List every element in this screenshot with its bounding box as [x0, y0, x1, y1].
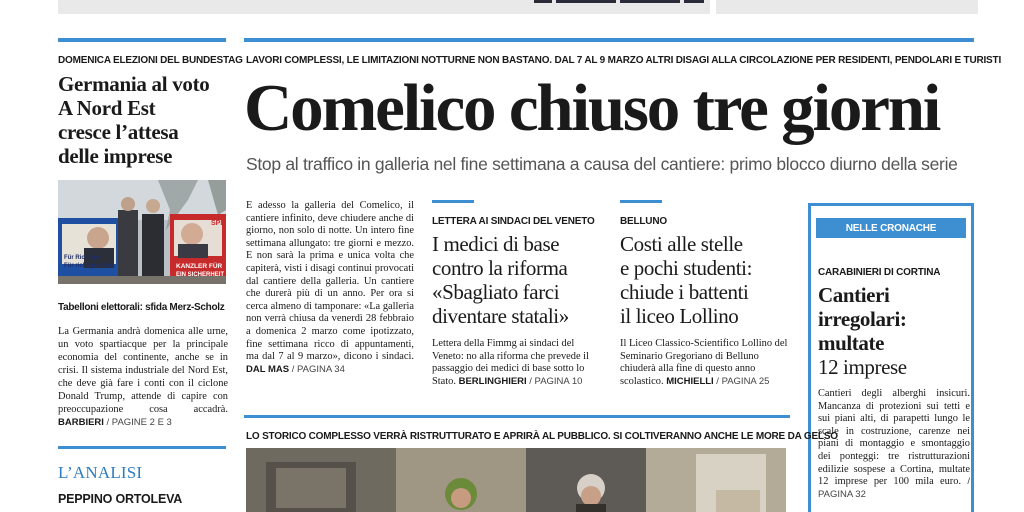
- col3-headline-line: il liceo Lollino: [620, 304, 739, 328]
- right-headline-line: irregolari:: [818, 307, 907, 331]
- main-body-text: E adesso la galleria del Comelico, il cantiere infinito, deve chiudere anche di giorno, non solo di notte. Un intero fine settimana allungato: tre giorni e mezzo. E non sarà la prima e unica volta che capiterà, visti i disagi continui provocati dal cantiere della galleria. Un cantiere che durerà più di un anno. Per ora si cerca almeno di tamponare: «La galleria non verrà chiusa da venerdì 28 febbraio a domenica 2 marzo come ipotizzato, fine settimana ricco di appuntamenti, ma dal 7 al 9 marzo», dicono i sindaci.: [246, 200, 414, 363]
- col3-rule: [620, 200, 662, 203]
- election-photo-graphic: [58, 180, 226, 284]
- col3-kicker: BELLUNO: [620, 216, 667, 227]
- right-body-text: Cantieri degli alberghi insicuri. Mancanza di protezioni sui tetti e sui piani alti, di parapetti lungo le scale in costruzione, carenze nei piani di montaggio e smontaggio dei ponteggi: tre ristrutturazioni edilizie sospese a Cortina, multate 12 imprese per 100 mila euro.: [818, 388, 970, 488]
- right-headline[interactable]: [818, 283, 970, 379]
- left-body: [58, 325, 228, 429]
- analisi-rule: [58, 446, 226, 449]
- main-headline[interactable]: Comelico chiuso tre giorni: [244, 71, 940, 145]
- main-body: [246, 200, 414, 376]
- col3-headline-line: Costi alle stelle: [620, 232, 743, 256]
- left-page-ref[interactable]: / PAGINE 2 E 3: [106, 417, 172, 428]
- left-headline-line: A Nord Est: [58, 96, 156, 120]
- right-headline-line: 12 imprese: [818, 355, 907, 379]
- top-thumb-2: [556, 0, 616, 3]
- left-headline-line: Germania al voto: [58, 72, 210, 96]
- col3-body: [620, 338, 790, 388]
- photo-text-5: SPD: [211, 220, 226, 227]
- photo-text-4: EIN SICHERHEIT: [176, 272, 225, 278]
- col3-page-ref[interactable]: / PAGINA 25: [716, 375, 770, 387]
- left-top-rule: [58, 38, 226, 42]
- top-thumb-3: [620, 0, 680, 3]
- main-subtitle: Stop al traffico in galleria nel fine settimana a causa del cantiere: primo blocco diurno della serie: [246, 154, 958, 174]
- left-headline-line: cresce l’attesa: [58, 120, 179, 144]
- col3-body-text: Il Liceo Classico-Scientifico Lollino del Seminario Gregoriano di Belluno chiuderà alla fine di questo anno scolastico.: [620, 338, 788, 387]
- historic-complex-photo[interactable]: [246, 448, 786, 512]
- right-body: [818, 388, 970, 501]
- photo-text-2: Für richtigen Zeit.: [64, 263, 115, 269]
- photo-text-3: KANZLER FÜR: [176, 263, 223, 270]
- col2-headline-line: I medici di base: [432, 232, 560, 256]
- col3-headline[interactable]: [620, 232, 790, 328]
- bottom-story-rule: [244, 415, 790, 418]
- right-kicker: CARABINIERI DI CORTINA: [818, 267, 941, 278]
- analisi-author: PEPPINO ORTOLEVA: [58, 492, 183, 506]
- left-author: BARBIERI: [58, 417, 104, 428]
- top-strip-left: [58, 0, 710, 14]
- cronache-banner: NELLE CRONACHE: [816, 218, 966, 238]
- bottom-kicker: LO STORICO COMPLESSO VERRÀ RISTRUTTURATO E APRIRÀ AL PUBBLICO. SI COLTIVERANNO ANCHE LE MORE DA GELSO: [246, 431, 838, 442]
- main-top-rule: [244, 38, 974, 42]
- right-headline-line: multate: [818, 331, 885, 355]
- right-headline-line: Cantieri: [818, 283, 890, 307]
- col2-rule: [432, 200, 474, 203]
- left-kicker: DOMENICA ELEZIONI DEL BUNDESTAG: [58, 55, 243, 66]
- col3-headline-line: chiude i battenti: [620, 280, 749, 304]
- main-author: DAL MAS: [246, 363, 290, 375]
- col2-headline[interactable]: [432, 232, 610, 328]
- photo-text-1: Für Richtige: [64, 255, 100, 261]
- col2-page-ref[interactable]: / PAGINA 10: [529, 375, 583, 387]
- col2-kicker: LETTERA AI SINDACI DEL VENETO: [432, 216, 595, 227]
- top-thumb-4: [684, 0, 704, 3]
- col2-headline-line: «Sbagliato farci: [432, 280, 560, 304]
- main-kicker: LAVORI COMPLESSI, LE LIMITAZIONI NOTTURNE NON BASTANO. DAL 7 AL 9 MARZO ALTRI DISAGI ALLA CIRCOLAZIONE PER RESIDENTI, PENDOLARI E TURISTI: [246, 55, 1002, 66]
- col3-author: MICHIELLI: [666, 375, 714, 387]
- col2-headline-line: diventare statali»: [432, 304, 569, 328]
- left-headline-line: delle imprese: [58, 144, 173, 168]
- col2-headline-line: contro la riforma: [432, 256, 568, 280]
- col2-author: BERLINGHIERI: [458, 375, 527, 387]
- top-thumb-1: [534, 0, 552, 3]
- col3-headline-line: e pochi studenti:: [620, 256, 753, 280]
- election-billboards-photo[interactable]: [58, 180, 226, 284]
- left-body-text: La Germania andrà domenica alle urne, un voto spartiacque per la principale economia del continente, anche se in crisi. Il sistema industriale del Nord Est, che deve già fare i conti con il ciclone Donald Trump, attende di capire con preoccupazione cosa accadrà.: [58, 326, 228, 415]
- col2-body: [432, 338, 608, 388]
- analisi-label: L’ANALISI: [58, 463, 143, 482]
- right-page-ref[interactable]: / PAGINA 32: [818, 476, 970, 500]
- bottom-photo-graphic: [246, 448, 786, 512]
- top-strip-right: [716, 0, 978, 14]
- left-photo-caption: Tabelloni elettorali: sfida Merz-Scholz: [58, 302, 225, 313]
- left-headline[interactable]: [58, 72, 230, 168]
- col2-body-text: Lettera della Fimmg ai sindaci del Veneto: no alla riforma che prevede il passaggio dei medici di base sotto lo Stato.: [432, 338, 589, 387]
- main-page-ref[interactable]: / PAGINA 34: [291, 363, 345, 375]
